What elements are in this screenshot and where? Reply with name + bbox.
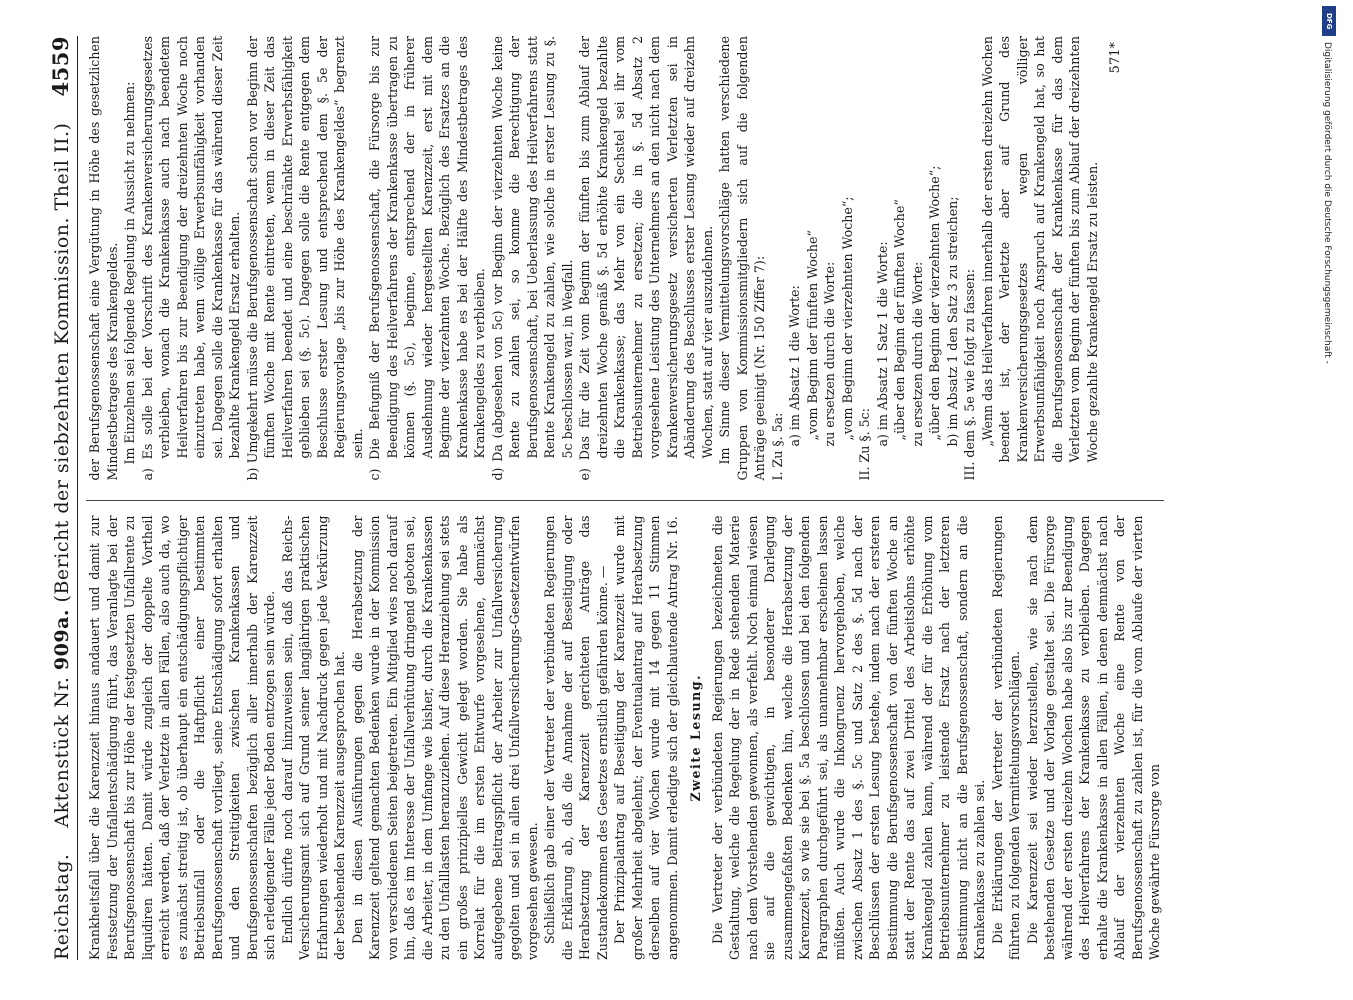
- paragraph: Im Einzelnen sei folgende Regelung in Aussicht zu nehmen:: [122, 81, 137, 465]
- text-columns: [86, 36, 1164, 960]
- page-number: 4559: [48, 36, 73, 97]
- paragraph: Schließlich gab einer der Vertreter der verbündeten Regierungen die Erklärung ab, daß die Annahme der auf Beseitigung oder Herabsetzung der Karenzzeit gerichteten Anträge das Zustandekommen des Gesetzes ernstlich gefährden könne. —: [542, 515, 610, 960]
- paragraph: Die Vertreter der verbündeten Regierungen bezeichneten die Gestaltung, welche die Regelung der in Rede stehenden Materie nach dem Vorstehenden gewonnen, als verfehlt. Noch einmal wiesen sie auf die gewichtigen, in besonderer Darlegung zusammengefaßten Bedenken hin, welche die Herabsetzung der Karenzzeit, so wie sie bei §. 5a beschlossen und bei den folgenden Paragraphen durchgeführt sei, als unannehmbar erscheinen lassen müßten. Auch wurde die Inkongruenz hervorgehoben, welche zwischen Absatz 1 des §. 5c und Satz 2 des §. 5d nach der Beschlüssen der ersten Lesung bestehe, indem nach der ersteren Bestimmung die Berufsgenossenschaft von der fünften Woche an statt der Rente das auf zwei Drittel des Arbeitslohns erhöhte Krankengeld zahlen kann, während der für die Erhöhung vom Betriebsunternehmer zu leistende Ersatz nach der letzteren Bestimmung nicht an die Berufsgenossenschaft, sondern an die Krankenkasse zu zahlen sei.: [709, 515, 987, 960]
- dfg-logo-icon: DFG: [1322, 6, 1336, 36]
- list-item-e: e) Das für die Zeit vom Beginn der fünften bis zum Ablauf der dreizehnten Woche gemäß §. 5d erhöhte Krankengeld bezahlte die Krankenkasse; das Mehr von ein Sechstel sei ihr vom Betriebsunternehmer zu ersetzen; die in §. 5d Absatz 2 vorgesehene Leistung des Unternehmers an den nicht nach dem Krankenversicherungsgesetz versicherten Verletzten sei in Abänderung des Beschlusses erster Lesung wieder auf dreizehn Wochen, statt auf vier auszudehnen.: [577, 36, 715, 481]
- paragraph: Die Erklärungen der Vertreter der verbündeten Regierungen führten zu folgenden Vermittelungsvorschlägen.: [989, 515, 1022, 960]
- list-item-a: a) Es solle bei der Vorschrift des Krankenversicherungsgesetzes verbleiben, wonach die Krankenkasse auch nach beendetem Heilverfahren bis zur Beendigung der dreizehnten Woche noch einzutreten habe, wenn völlige Erwerbsunfähigkeit vorhanden sei. Dagegen solle die Krankenkasse für das während dieser Zeit bezahlte Krankengeld Ersatz erhalten.: [139, 36, 242, 481]
- left-column: [86, 501, 1164, 961]
- amendment-III: III. dem §. 5e wie folgt zu fassen:: [962, 269, 977, 481]
- right-column: [86, 36, 1164, 481]
- amendment-I: I. Zu §. 5a:: [769, 412, 785, 481]
- header-middle-rest: (Bericht der siebzehnten Kommission.: [51, 216, 73, 603]
- paragraph: Der Prinzipalantrag auf Beseitigung der Karenzzeit wurde mit großer Mehrheit abgelehnt; der Eventualantrag auf Herabsetzung derselben auf vier Wochen wurde mit 14 gegen 11 Stimmen angenommen. Damit erledigte sich der gleichlautende Antrag Nr. 16.: [612, 515, 680, 960]
- running-head: [48, 36, 78, 960]
- list-item-b: b) Umgekehrt müsse die Berufsgenossenschaft schon vor Beginn der fünften Woche mit Rente eintreten, wenn in dieser Zeit das Heilverfahren beendet und eine beschränkte Erwerbsfähigkeit geblieben sei (§. 5c). Dagegen solle die Rente entgegen dem Beschlusse erster Lesung und entsprechend dem §. 5e der Regierungsvorlage „bis zur Höhe des Krankengeldes“ begrenzt sein.: [244, 36, 365, 481]
- header-middle: [51, 123, 73, 828]
- list-item-c: c) Die Befugniß der Berufsgenossenschaft, die Fürsorge bis zur Beendigung des Heilverfahrens der Krankenkasse übertragen zu können (§. 5c), beginne, entsprechend der in früherer Ausdehnung wieder hergestellten Karenzzeit, erst mit dem Beginne der vierzehnten Woche. Bezüglich des Ersatzes an die Krankenkasse habe es bei der Hälfte des Mindestbetrages des Krankengeldes zu verbleiben.: [367, 36, 487, 481]
- quote: „Wenn das Heilverfahren innerhalb der ersten dreizehn Wochen beendet ist, der Verletzte aber auf Grund des Krankenversicherungsgesetzes wegen völliger Erwerbsunfähigkeit noch Anspruch auf Krankengeld hat, so hat die Berufsgenossenschaft der Krankenkasse für das dem Verletzten vom Beginn der fünften bis zum Ablauf der dreizehnten Woche gezahlte Krankengeld Ersatz zu leisten.: [979, 36, 1100, 463]
- amendment-I-a: a) im Absatz 1 die Worte:: [787, 285, 802, 447]
- amendment-II-a: a) im Absatz 1 Satz 1 die Worte:: [874, 241, 890, 447]
- digitization-credit: [1322, 6, 1340, 996]
- header-left: Reichstag.: [51, 853, 73, 960]
- quote: „über den Beginn der vierzehnten Woche“;: [927, 165, 942, 441]
- quote: „vom Beginn der fünften Woche“: [804, 230, 820, 441]
- paragraph: Krankheitsfall über die Karenzzeit hinaus andauert und damit zur Festsetzung der Unfallentschädigung führt, das Veranlagte bei der Berufsgenossenschaft bis zur Höhe der festgesetzten Unfallrente zu liquidiren hätten. Damit würde zugleich der doppelte Vortheil erreicht werden, daß der Verletzte in allen Fällen, also auch da, wo es zunächst streitig ist, ob überhaupt ein entschädigungspflichtiger Betriebsunfall oder die Haftpflicht einer bestimmten Berufsgenossenschaft vorliegt, seine Entschädigung sofort erhalten und den Streitigkeiten zwischen Krankenkassen und Berufsgenossenschaften bezüglich aller innerhalb der Karenzzeit sich erledigender Fälle jeder Boden entzogen sein würde.: [87, 515, 277, 960]
- credit-text: Digitalisierung gefördert durch die Deutsche Forschungsgemeinschaft -: [1322, 42, 1332, 364]
- amendment-text: zu ersetzen durch die Worte:: [909, 261, 925, 447]
- quote: „über den Beginn der fünften Woche“: [892, 199, 907, 441]
- amendment-II-b: b) im Absatz 1 den Satz 3 zu streichen;: [944, 196, 960, 447]
- amendment-II: II. Zu §. 5c:: [857, 408, 872, 481]
- section-heading: Zweite Lesung.: [688, 674, 703, 802]
- list-item-d: d) Da (abgesehen von 5c) vor Beginn der vierzehnten Woche keine Rente zu zahlen sei, so komme die Berechtigung der Berufsgenossenschaft, bei Ueberlassung des Heilverfahrens statt Rente Krankengeld zu zahlen, wie solche in erster Lesung zu §. 5c beschlossen war, in Wegfall.: [489, 36, 575, 481]
- paragraph: Endlich dürfte noch darauf hinzuweisen sein, daß das Reichs-Versicherungsamt sich auf Grund seiner langjährigen praktischen Erfahrungen wiederholt und mit Nachdruck gegen jede Verkürzung der bestehenden Karenzzeit ausgesprochen hat.: [279, 515, 347, 960]
- paragraph: Im Sinne dieser Vermittelungsvorschläge hatten verschiedene Gruppen von Kommissionsmitgliedern sich auf die folgenden Anträge geeinigt (Nr. 150 Ziffer 7):: [717, 36, 767, 481]
- header-doc-number: 909a.: [51, 609, 73, 671]
- paragraph: Den in diesen Ausführungen gegen die Herabsetzung der Karenzzeit geltend gemachten Bedenken wurde in der Kommission von verschiedenen Seiten beigetreten. Ein Mitglied wies noch darauf hin, daß es im Interesse der Unfallverhütung dringend geboten sei, die Arbeiter, in dem Umfange wie bisher, durch die Krankenkassen zu den Unfalllasten heranzuziehen. Auf diese Heranziehung sei stets ein großes prinzipielles Gewicht gelegt worden. Sie habe als Korrelat für die im ersten Entwurfe vorgesehene, demnächst aufgegebene Beitragspflicht der Arbeiter zur Unfallversicherung gegolten und sei in allen drei Unfallversicherungs-Gesetzentwürfen vorgesehen gewesen.: [349, 515, 540, 960]
- header-part: Theil II.): [51, 122, 73, 211]
- amendment-text: zu ersetzen durch die Worte:: [822, 261, 837, 447]
- paragraph: Die Karenzzeit sei wieder herzustellen, wie sie nach dem bestehenden Gesetze und der Vorlage gestaltet sei. Die Fürsorge während der ersten dreizehn Wochen habe also bis zur Beendigung des Heilverfahrens der Krankenkasse zu verbleiben. Dagegen erhalte die Krankenkasse in allen Fällen, in denen demnächst nach Ablauf der vierzehnten Woche eine Rente von der Berufsgenossenschaft zu zahlen ist, für die vom Ablaufe der vierten Woche gewährte Fürsorge von: [1024, 515, 1162, 960]
- sheet-signature: 571*: [1108, 42, 1123, 74]
- paragraph: der Berufsgenossenschaft eine Vergütung in Höhe des gesetzlichen Mindestbetrages des Krankengeldes.: [87, 36, 120, 481]
- header-middle-prefix: Aktenstück Nr.: [51, 676, 73, 828]
- quote: „vom Beginn der vierzehnten Woche“;: [839, 196, 855, 441]
